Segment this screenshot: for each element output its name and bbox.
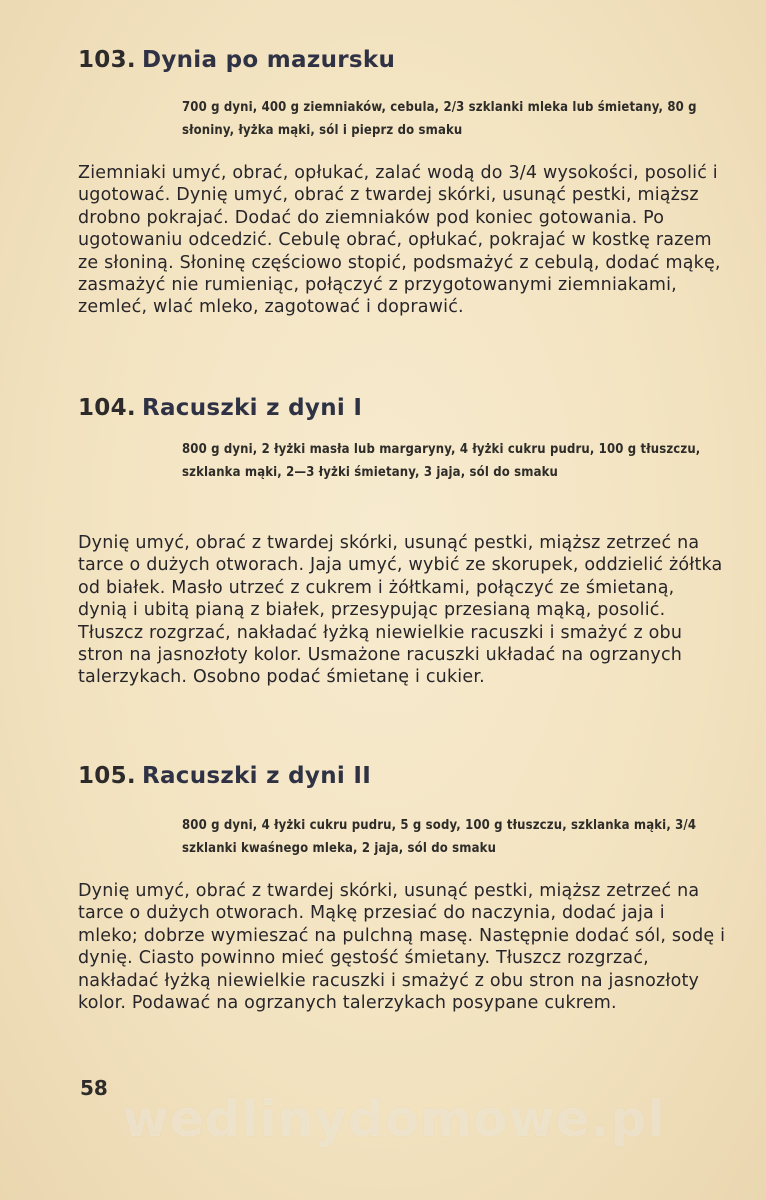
recipe-number: 105. (78, 763, 136, 789)
instructions-text: Dynię umyć, obrać z twardej skórki, usunąć pestki, miąższ zetrzeć na tarce o dużych otworach. Jaja umyć, wybić ze skorupek, oddzielić żółtka od białek. Masło utrzeć z cukrem i żółtkami, połączyć ze śmietaną, dynią i ubitą pianą z białek, przesypując przesianą mąką, posolić. Tłuszcz rozgrzać, nakładać łyżką niewielkie racuszki i smażyć z obu stron na jasnozłoty kolor. Usmażone racuszki układać na ogrzanych talerzykach. Osobno podać śmietanę i cukier. (78, 533, 723, 688)
recipe-title (78, 394, 728, 422)
recipe-title-text: Racuszki z dyni II (141, 763, 372, 789)
recipe-number: 103. (78, 47, 136, 73)
ingredients-list: 800 g dyni, 2 łyżki masła lub margaryny, 4 łyżki cukru pudru, 100 g tłuszczu, szklanka mąki, 2—3 łyżki śmietany, 3 jaja, sól do smaku (182, 442, 701, 480)
recipe-105 (78, 762, 728, 1014)
recipe-title (78, 762, 728, 790)
instructions-text: Dynię umyć, obrać z twardej skórki, usunąć pestki, miąższ zetrzeć na tarce o dużych otworach. Mąkę przesiać do naczynia, dodać jaja i mleko; dobrze wymieszać na pulchną masę. Następnie dodać sól, sodę i dynię. Ciasto powinno mieć gęstość śmietany. Tłuszcz rozgrzać, nakładać łyżką niewielkie racuszki i smażyć z obu stron na jasnozłoty kolor. Podawać na ogrzanych talerzykach posypane cukrem. (78, 881, 726, 1014)
page-number: 58 (80, 1076, 108, 1100)
recipe-number: 104. (78, 395, 136, 421)
recipe-title-text: Dynia po mazursku (141, 47, 396, 73)
recipe-title-text: Racuszki z dyni I (141, 395, 363, 421)
recipe-103 (78, 46, 728, 318)
instructions-text: Ziemniaki umyć, obrać, opłukać, zalać wodą do 3/4 wysokości, posolić i ugotować. Dynię umyć, obrać z twardej skórki, usunąć pestki, miąższ drobno pokrajać. Dodać do ziemniaków pod koniec gotowania. Po ugotowaniu odcedzić. Cebulę obrać, opłukać, pokrajać w kostkę razem ze słoniną. Słoninę częściowo stopić, podsmażyć z cebulą, dodać mąkę, zasmażyć nie rumieniąc, połączyć z przygotowanymi ziemniakami, zemleć, wlać mleko, zagotować i doprawić. (78, 163, 721, 318)
recipe-title (78, 46, 728, 74)
ingredients-list: 800 g dyni, 4 łyżki cukru pudru, 5 g sody, 100 g tłuszczu, szklanka mąki, 3/4 szklanki kwaśnego mleka, 2 jaja, sól do smaku (182, 818, 697, 856)
recipe-104 (78, 394, 728, 688)
watermark: wedlinydomowe.pl (122, 1090, 666, 1148)
ingredients-list: 700 g dyni, 400 g ziemniaków, cebula, 2/3 szklanki mleka lub śmietany, 80 g słoniny, łyżka mąki, sól i pieprz do smaku (182, 100, 697, 138)
